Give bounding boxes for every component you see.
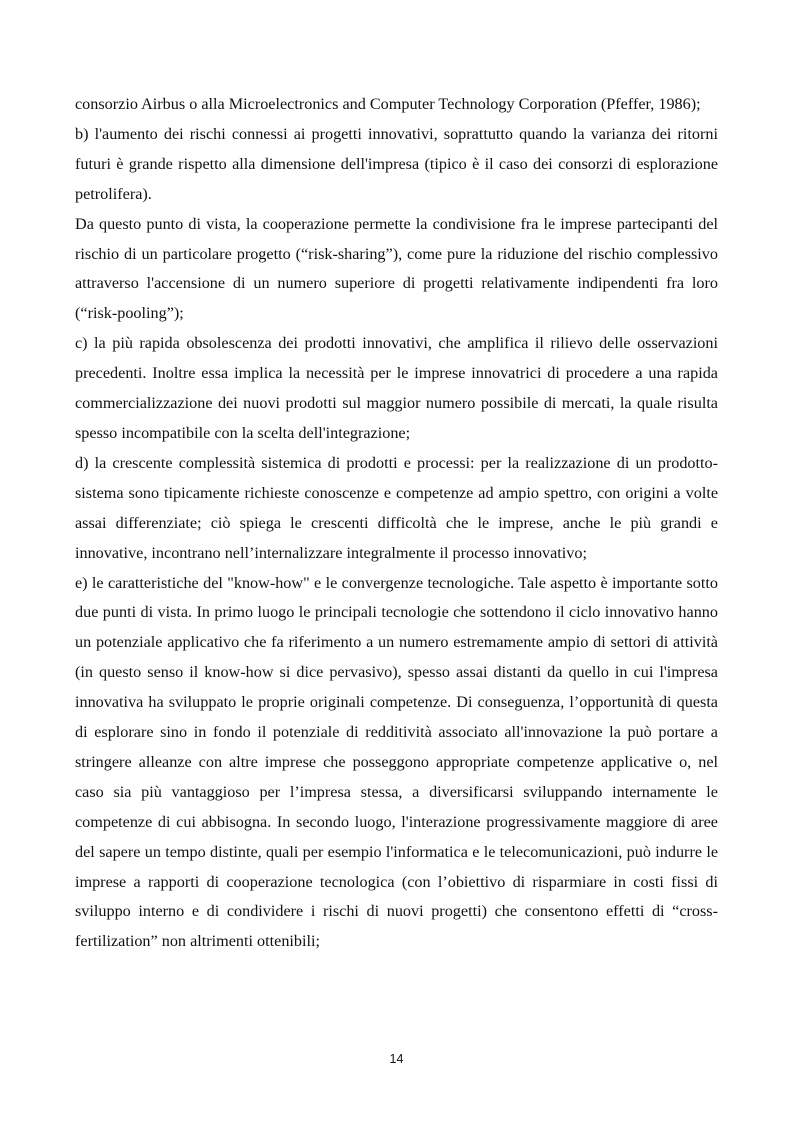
document-body [75,90,718,957]
paragraph-point-b: b) l'aumento dei rischi connessi ai progetti innovativi, soprattutto quando la varianza dei ritorni futuri è grande rispetto alla dimensione dell'impresa (tipico è il caso dei consorzi di esplorazione petrolifera). [75,124,718,203]
paragraph-point-c: c) la più rapida obsolescenza dei prodotti innovativi, che amplifica il rilievo delle osservazioni precedenti. Inoltre essa implica la necessità per le imprese innovatrici di procedere a una rapida commercializzazione dei nuovi prodotti sul maggior numero possibile di mercati, la quale risulta spesso incompatibile con la scelta dell'integrazione; [75,334,718,442]
paragraph-risk-sharing: Da questo punto di vista, la cooperazione permette la condivisione fra le imprese partecipanti del rischio di un particolare progetto (“risk-sharing”), come pure la riduzione del rischio complessivo attraverso l'accensione di un numero superiore di progetti relativamente indipendenti fra loro (“risk-pooling”); [75,214,718,323]
paragraph-consortium-example: consorzio Airbus o alla Microelectronics and Computer Technology Corporation (Pfeffer, 1986); [75,95,701,113]
page-number: 14 [389,1052,404,1066]
paragraph-point-d: d) la crescente complessità sistemica di prodotti e processi: per la realizzazione di un prodotto-sistema sono tipicamente richieste conoscenze e competenze ad ampio spettro, con origini a volte assai differenziate; ciò spiega le crescenti difficoltà che le imprese, anche le più grandi e innovative, incontrano nell’internalizzare integralmente il processo innovativo; [75,453,718,562]
paragraph-point-e: e) le caratteristiche del "know-how" e le convergenze tecnologiche. Tale aspetto è importante sotto due punti di vista. In primo luogo le principali tecnologie che sottendono il ciclo innovativo hanno un potenziale applicativo che fa riferimento a un numero estremamente ampio di settori di attività (in questo senso il know-how si dice pervasivo), spesso assai distanti da quello in cui l'impresa innovativa ha sviluppato le proprie originali competenze. Di conseguenza, l’opportunità di questa di esplorare sino in fondo il potenziale di redditività associato all'innovazione la può portare a stringere alleanze con altre imprese che posseggono appropriate competenze applicative o, nel caso sia più vantaggioso per l’impresa stessa, a diversificarsi sviluppando internamente le competenze di cui abbisogna. In secondo luogo, l'interazione progressivamente maggiore di aree del sapere un tempo distinte, quali per esempio l'informatica e le telecomunicazioni, può indurre le imprese a rapporti di cooperazione tecnologica (con l’obiettivo di risparmiare in costi fissi di sviluppo interno e di condividere i rischi di nuovi progetti) che consentono effetti di “cross-fertilization” non altrimenti ottenibili; [75,573,718,951]
